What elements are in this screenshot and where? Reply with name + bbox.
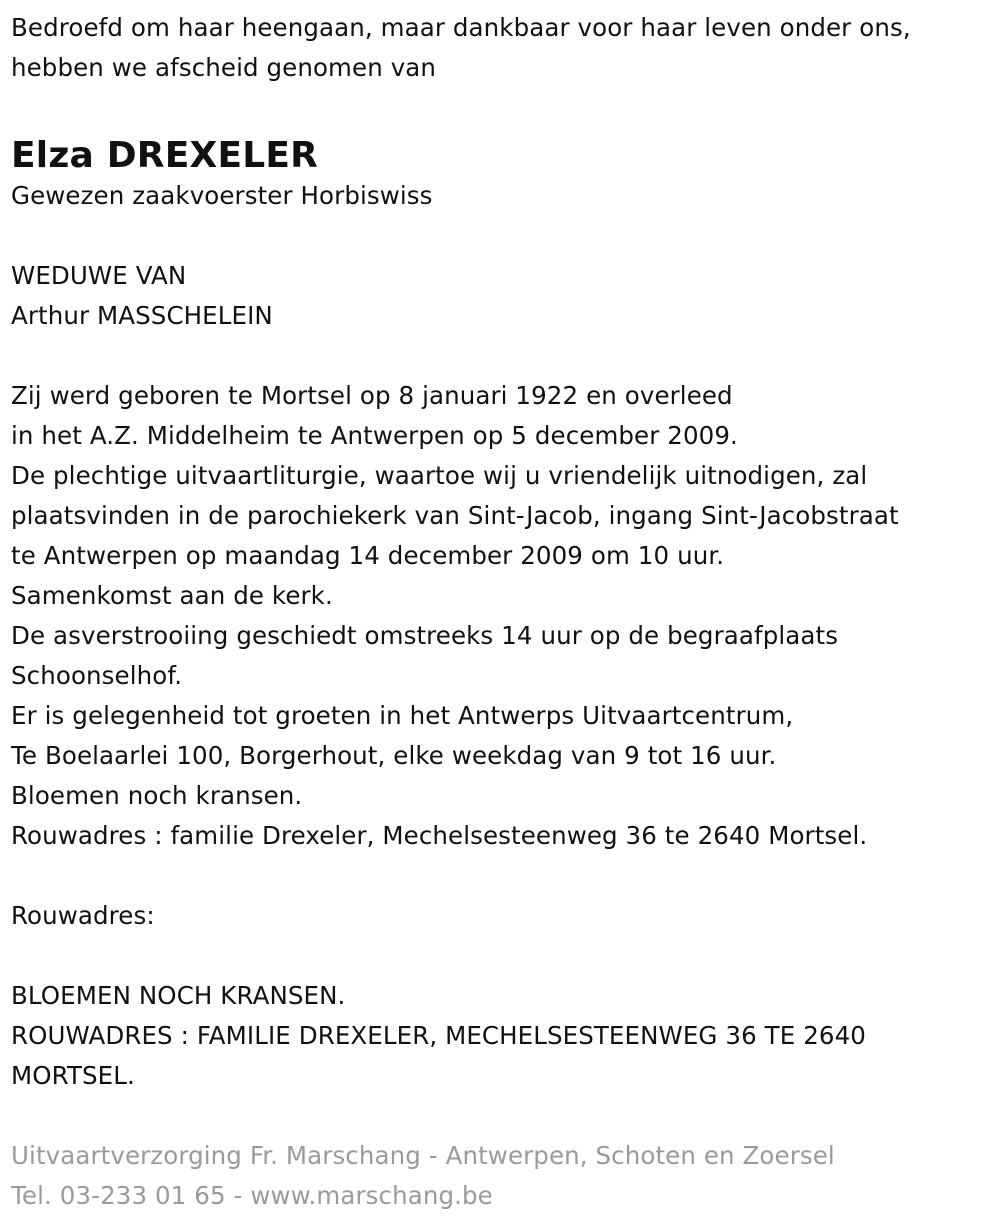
body-line: De asverstrooiing geschiedt omstreeks 14 uur op de begraafplaats bbox=[11, 621, 839, 650]
caps-line: BLOEMEN NOCH KRANSEN. bbox=[11, 981, 346, 1010]
body-text bbox=[11, 376, 1000, 856]
intro-line: hebben we afscheid genomen van bbox=[11, 53, 437, 82]
body-line: De plechtige uitvaartliturgie, waartoe wij u vriendelijk uitnodigen, zal bbox=[11, 461, 868, 490]
body-line: Bloemen noch kransen. bbox=[11, 781, 303, 810]
spacer bbox=[11, 216, 1000, 256]
spouse-relation: WEDUWE VAN bbox=[11, 261, 187, 290]
body-line: plaatsvinden in de parochiekerk van Sint-Jacob, ingang Sint-Jacobstraat bbox=[11, 501, 899, 530]
spacer bbox=[11, 936, 1000, 976]
spacer bbox=[11, 856, 1000, 896]
deceased-title: Gewezen zaakvoerster Horbiswiss bbox=[11, 181, 433, 210]
spacer bbox=[11, 1096, 1000, 1136]
caps-line: MORTSEL. bbox=[11, 1061, 135, 1090]
caps-text bbox=[11, 976, 1000, 1096]
intro-text bbox=[11, 8, 1000, 88]
spouse-name: Arthur MASSCHELEIN bbox=[11, 301, 273, 330]
body-line: Schoonselhof. bbox=[11, 661, 183, 690]
body-line: Zij werd geboren te Mortsel op 8 januari 1922 en overleed bbox=[11, 381, 733, 410]
intro-line: Bedroefd om haar heengaan, maar dankbaar voor haar leven onder ons, bbox=[11, 13, 911, 42]
footer-company: Uitvaartverzorging Fr. Marschang - Antwerpen, Schoten en Zoersel bbox=[11, 1141, 835, 1170]
body-line: in het A.Z. Middelheim te Antwerpen op 5 december 2009. bbox=[11, 421, 738, 450]
deceased-name: Elza DREXELER bbox=[11, 135, 319, 176]
body-line: Rouwadres : familie Drexeler, Mechelsesteenweg 36 te 2640 Mortsel. bbox=[11, 821, 868, 850]
body-line: te Antwerpen op maandag 14 december 2009 om 10 uur. bbox=[11, 541, 725, 570]
footer-contact: Tel. 03-233 01 65 - www.marschang.be bbox=[11, 1181, 493, 1210]
body-line: Te Boelaarlei 100, Borgerhout, elke weekdag van 9 tot 16 uur. bbox=[11, 741, 777, 770]
rouwadres-label: Rouwadres: bbox=[11, 901, 155, 930]
body-line: Er is gelegenheid tot groeten in het Antwerps Uitvaartcentrum, bbox=[11, 701, 794, 730]
funeral-home-footer bbox=[11, 1136, 1000, 1216]
spacer bbox=[11, 336, 1000, 376]
caps-line: ROUWADRES : FAMILIE DREXELER, MECHELSESTEENWEG 36 TE 2640 bbox=[11, 1021, 866, 1050]
body-line: Samenkomst aan de kerk. bbox=[11, 581, 333, 610]
